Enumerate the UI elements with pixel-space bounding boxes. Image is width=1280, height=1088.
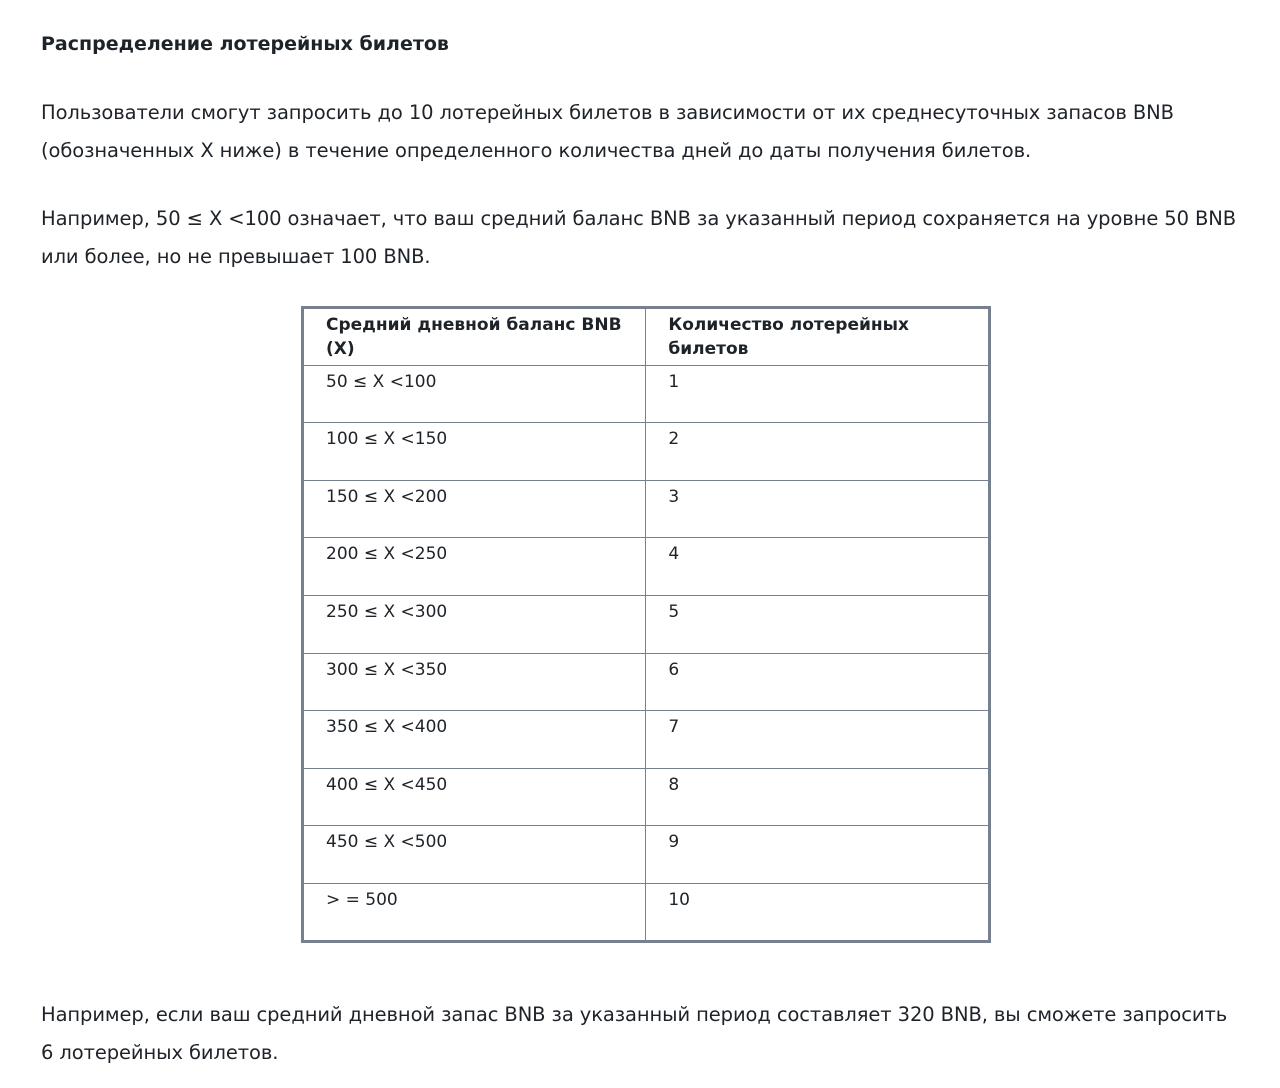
ticket-count-cell: 9 <box>646 826 990 884</box>
balance-range-cell: 250 ≤ X <300 <box>303 595 646 653</box>
balance-range-cell: 400 ≤ X <450 <box>303 768 646 826</box>
table-row <box>303 653 990 711</box>
table-row <box>303 826 990 884</box>
ticket-count-cell: 7 <box>646 711 990 769</box>
intro-paragraph: Пользователи смогут запросить до 10 лотерейных билетов в зависимости от их среднесуточных запасов BNB (обозначенных X ниже) в течение определенного количества дней до даты получения билетов. <box>41 101 1174 162</box>
ticket-count-cell: 3 <box>646 480 990 538</box>
balance-range-cell: 150 ≤ X <200 <box>303 480 646 538</box>
header-tickets: Количество лотерейных билетов <box>646 308 990 366</box>
table-row <box>303 538 990 596</box>
table-row <box>303 423 990 481</box>
header-balance: Средний дневной баланс BNB (X) <box>303 308 646 366</box>
table-row <box>303 768 990 826</box>
ticket-count-cell: 6 <box>646 653 990 711</box>
balance-range-cell: 450 ≤ X <500 <box>303 826 646 884</box>
ticket-count-cell: 10 <box>646 883 990 941</box>
balance-range-cell: 100 ≤ X <150 <box>303 423 646 481</box>
example-range-paragraph: Например, 50 ≤ X <100 означает, что ваш средний баланс BNB за указанный период сохраняется на уровне 50 BNB или более, но не превышает 100 BNB. <box>41 207 1237 268</box>
balance-range-cell: 200 ≤ X <250 <box>303 538 646 596</box>
table-row <box>303 365 990 423</box>
balance-range-cell: 350 ≤ X <400 <box>303 711 646 769</box>
table-row <box>303 883 990 941</box>
table-row <box>303 480 990 538</box>
ticket-count-cell: 2 <box>646 423 990 481</box>
table-row <box>303 595 990 653</box>
balance-range-cell: 50 ≤ X <100 <box>303 365 646 423</box>
section-title: Распределение лотерейных билетов <box>41 33 449 55</box>
example-result-paragraph: Например, если ваш средний дневной запас BNB за указанный период составляет 320 BNB, вы сможете запросить 6 лотерейных билетов. <box>41 1003 1228 1064</box>
balance-range-cell: > = 500 <box>303 883 646 941</box>
balance-range-cell: 300 ≤ X <350 <box>303 653 646 711</box>
ticket-distribution-table <box>301 306 991 943</box>
table-header-row <box>303 308 990 366</box>
table-row <box>303 711 990 769</box>
ticket-count-cell: 8 <box>646 768 990 826</box>
ticket-count-cell: 5 <box>646 595 990 653</box>
ticket-count-cell: 4 <box>646 538 990 596</box>
ticket-count-cell: 1 <box>646 365 990 423</box>
